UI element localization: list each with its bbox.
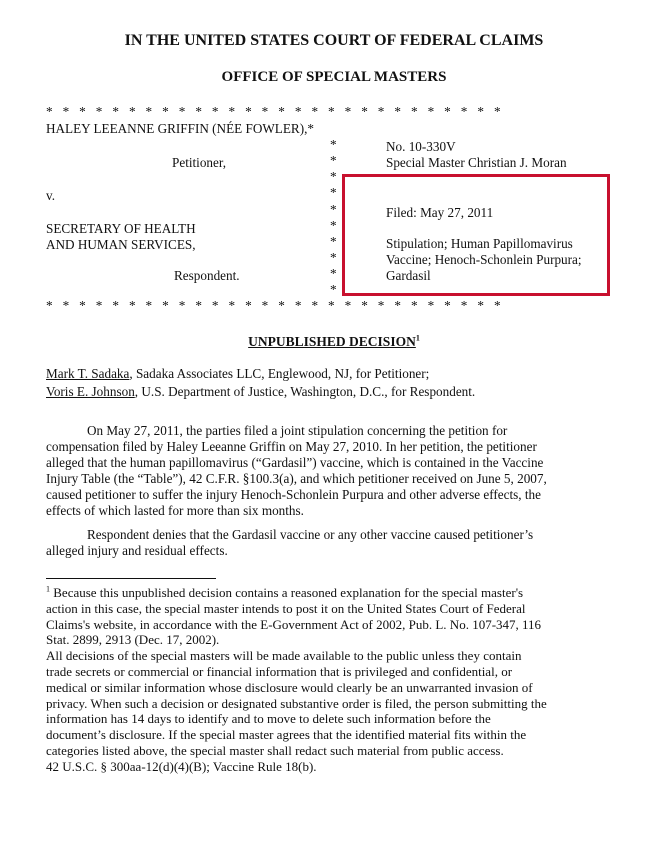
caption-star: * [330, 153, 337, 168]
footnote-line: document’s disclosure. If the special master agrees that the identified material fits within the [46, 727, 527, 743]
footnote [46, 585, 614, 775]
case-number: No. 10-330V [386, 139, 456, 154]
counsel-petitioner-detail: , Sadaka Associates LLC, Englewood, NJ, for Petitioner; [129, 366, 430, 381]
footnote-text: Because this unpublished decision contains a reasoned explanation for the special master's [50, 585, 524, 600]
para2-line: Respondent denies that the Gardasil vaccine or any other vaccine caused petitioner’s [87, 527, 534, 542]
caption-star: * [330, 234, 337, 249]
caption-bottom-stars: * * * * * * * * * * * * * * * * * * * * * * * * * * * * [46, 298, 504, 313]
footnote-line: categories listed above, the special master shall redact such material from public access. [46, 742, 504, 758]
counsel-petitioner [46, 366, 429, 382]
para1-line: On May 27, 2011, the parties filed a joint stipulation concerning the petition for [87, 423, 508, 438]
special-master: Special Master Christian J. Moran [386, 155, 567, 170]
highlight-box [342, 174, 610, 296]
caption-star: * [307, 121, 314, 136]
footnote-line: trade secrets or commercial or financial information that is privileged and confidential, or [46, 663, 513, 679]
keywords-line2: Vaccine; Henoch-Schonlein Purpura; [386, 252, 582, 267]
petitioner-name-text: HALEY LEEANNE GRIFFIN (NÉE FOWLER), [46, 121, 308, 136]
counsel-respondent-name: Voris E. Johnson [46, 384, 135, 399]
respondent-role: Respondent. [174, 268, 240, 283]
respondent-name-line2: AND HUMAN SERVICES, [46, 237, 196, 252]
caption-star: * [330, 282, 337, 297]
caption-star: * [330, 202, 337, 217]
versus: v. [46, 188, 56, 203]
footnote-line: Claims's website, in accordance with the E-Government Act of 2002, Pub. L. No. 107-347, 116 [46, 616, 542, 632]
counsel-petitioner-name: Mark T. Sadaka [46, 366, 130, 381]
footnote-divider [46, 578, 216, 579]
caption-star: * [330, 169, 337, 184]
footnote-line: information has 14 days to identify and to move to delete such information before the [46, 711, 491, 727]
footnote-line: All decisions of the special masters will be made available to the public unless they contain [46, 648, 522, 664]
respondent-name-line1: SECRETARY OF HEALTH [46, 221, 196, 236]
caption-star: * [330, 185, 337, 200]
petitioner-role: Petitioner, [172, 155, 227, 170]
para1-line: compensation filed by Haley Leeanne Griffin on May 27, 2010. In her petition, the petitioner [46, 439, 537, 454]
footnote-line [46, 585, 614, 601]
caption-star: * [330, 266, 337, 281]
para1-line: alleged that the human papillomavirus (“Gardasil”) vaccine, which is contained in the Vaccine [46, 455, 544, 470]
para1-line: effects of which lasted for more than six months. [46, 503, 304, 518]
filed-date: Filed: May 27, 2011 [386, 205, 494, 220]
footnote-line: medical or similar information whose disclosure would clearly be an unwarranted invasion of [46, 679, 533, 695]
footnote-line: action in this case, the special master intends to post it on the United States Court of Federal [46, 600, 526, 616]
keywords-line1: Stipulation; Human Papillomavirus [386, 236, 573, 251]
counsel-respondent [46, 384, 475, 400]
para2-line: alleged injury and residual effects. [46, 543, 228, 558]
para1-line: caused petitioner to suffer the injury Henoch-Schonlein Purpura and other adverse effects, the [46, 487, 541, 502]
caption-top-stars: * * * * * * * * * * * * * * * * * * * * * * * * * * * * [46, 104, 504, 119]
office-title: OFFICE OF SPECIAL MASTERS [221, 69, 447, 85]
footnote-ref[interactable]: 1 [415, 333, 420, 343]
decision-heading [0, 334, 668, 350]
keywords-line3: Gardasil [386, 268, 431, 283]
footnote-marker: 1 [46, 584, 50, 594]
caption-star: * [330, 137, 337, 152]
decision-heading-text: UNPUBLISHED DECISION [248, 334, 416, 349]
footnote-line: privacy. When such a decision or designated substantive order is filed, the person submitting the [46, 695, 547, 711]
caption-star: * [330, 218, 337, 233]
footnote-line: Stat. 2899, 2913 (Dec. 17, 2002). [46, 632, 220, 648]
para1-line: Injury Table (the “Table”), 42 C.F.R. §100.3(a), and which petitioner received on June 5, 2007, [46, 471, 547, 486]
caption-star: * [330, 250, 337, 265]
counsel-respondent-detail: , U.S. Department of Justice, Washington, D.C., for Respondent. [134, 384, 476, 399]
court-title: IN THE UNITED STATES COURT OF FEDERAL CLAIMS [124, 32, 544, 49]
petitioner-name [46, 121, 314, 137]
footnote-line: 42 U.S.C. § 300aa-12(d)(4)(B); Vaccine Rule 18(b). [46, 758, 317, 774]
